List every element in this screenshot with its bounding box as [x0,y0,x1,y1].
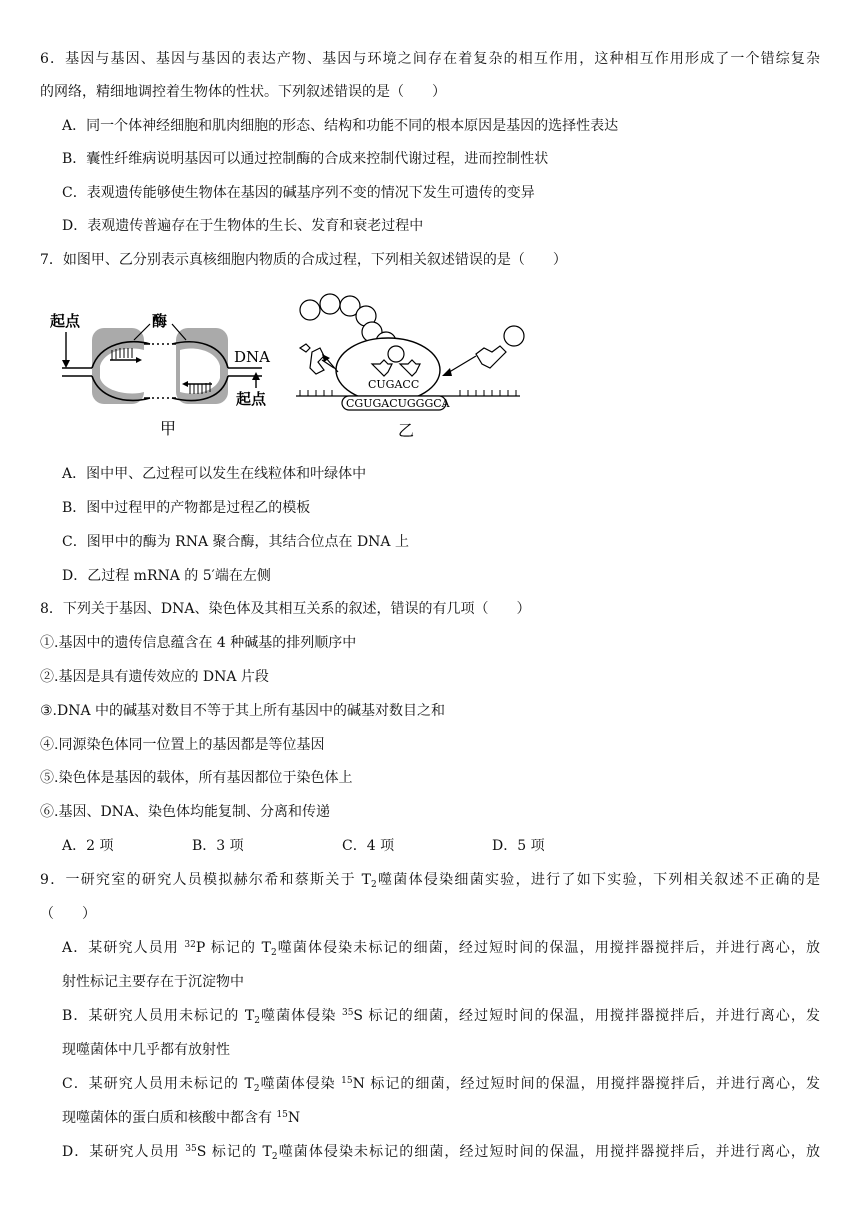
q8-item-1: ①.基因中的遗传信息蕴含在 4 种碱基的排列顺序中 [40,635,357,651]
q6-option-c: C．表观遗传能够使生物体在基因的碱基序列不变的情况下发生可遗传的变异 [62,185,535,201]
q9-stem-line2: （ ） [40,906,96,922]
q7-option-b: B．图中过程甲的产物都是过程乙的模板 [62,500,311,516]
q8-item-2: ②.基因是具有遗传效应的 DNA 片段 [40,669,269,685]
q6-stem-line1: 6．基因与基因、基因与基因的表达产物、基因与环境之间存在着复杂的相互作用，这种相互作用形成了一个错综复杂 [40,51,820,67]
q9-option-c-line1: C．某研究人员用未标记的 $T_2$噬菌体侵染 $^{15}$N 标记的细菌，经过短时间的保温，用搅拌器搅拌后，并进行离心，发 [62,1076,821,1094]
q8-option-b: B．3 项 [192,838,244,854]
q7-option-c: C．图甲中的酶为 RNA 聚合酶，其结合位点在 DNA 上 [62,534,409,550]
q7-figure [0,288,860,448]
q9-option-a-line1: A．某研究人员用 $^{32}$P 标记的 $T_2$噬菌体侵染未标记的细菌，经过短时间的保温，用搅拌器搅拌后，并进行离心，放 [62,940,820,958]
codon-top: CUGACC [368,378,420,391]
figure-jia [50,312,270,438]
figure-yi [296,294,524,440]
caption-jia: 甲 [160,419,177,438]
q6-option-d: D．表观遗传普遍存在于生物体的生长、发育和衰老过程中 [62,218,424,234]
q9-option-d-line1: D．某研究人员用 $^{35}$S 标记的 $T_2$噬菌体侵染未标记的细菌，经过短时间的保温，用搅拌器搅拌后，并进行离心，放 [62,1144,820,1162]
q6-option-a: A．同一个体神经细胞和肌肉细胞的形态、结构和功能不同的根本原因是基因的选择性表达 [62,118,619,134]
q8-option-c: C．4 项 [342,838,395,854]
q8-stem: 8．下列关于基因、DNA、染色体及其相互关系的叙述，错误的有几项（ ） [40,601,531,617]
q7-option-a: A．图中甲、乙过程可以发生在线粒体和叶绿体中 [62,466,367,482]
q6-option-b: B．囊性纤维病说明基因可以通过控制酶的合成来控制代谢过程，进而控制性状 [62,151,549,167]
bubble-gap-dots [152,344,170,398]
q8-options [0,836,860,856]
label-enzyme: 酶 [152,312,168,330]
q9-option-a-line2: 射性标记主要存在于沉淀物中 [62,974,244,990]
q8-item-4: ④.同源染色体同一位置上的基因都是等位基因 [40,737,325,753]
q8-option-d: D．5 项 [492,838,545,854]
label-start-top: 起点 [50,312,81,330]
q8-item-5: ⑤.染色体是基因的载体，所有基因都位于染色体上 [40,770,353,786]
q9-option-b-line2: 现噬菌体中几乎都有放射性 [62,1042,230,1058]
q9-option-c-line2: 现噬菌体的蛋白质和核酸中都含有 $^{15}$N [62,1110,301,1126]
caption-yi: 乙 [398,421,415,440]
q7-stem: 7．如图甲、乙分别表示真核细胞内物质的合成过程，下列相关叙述错误的是（ ） [40,252,567,268]
q8-item-6: ⑥.基因、DNA、染色体均能复制、分离和传递 [40,804,331,820]
mrna-sequence: CGUGACUGGGCA [346,397,450,410]
label-start-bottom: 起点 [236,390,267,408]
q8-option-a: A．2 项 [62,838,114,854]
q8-item-3: ③.DNA 中的碱基对数目不等于其上所有基因中的碱基对数目之和 [40,703,446,719]
q6-stem-line2: 的网络，精细地调控着生物体的性状。下列叙述错误的是（ ） [40,84,446,100]
label-dna: DNA [234,348,270,366]
q7-option-d: D．乙过程 mRNA 的 5′端在左侧 [62,568,271,584]
q9-option-b-line1: B．某研究人员用未标记的 $T_2$噬菌体侵染 $^{35}$S 标记的细菌，经过短时间的保温，用搅拌器搅拌后，并进行离心，发 [62,1008,821,1026]
q9-stem-line1: 9．一研究室的研究人员模拟赫尔希和蔡斯关于 $T_2$噬菌体侵染细菌实验，进行了如下实验，下列相关叙述不正确的是 [40,872,820,890]
